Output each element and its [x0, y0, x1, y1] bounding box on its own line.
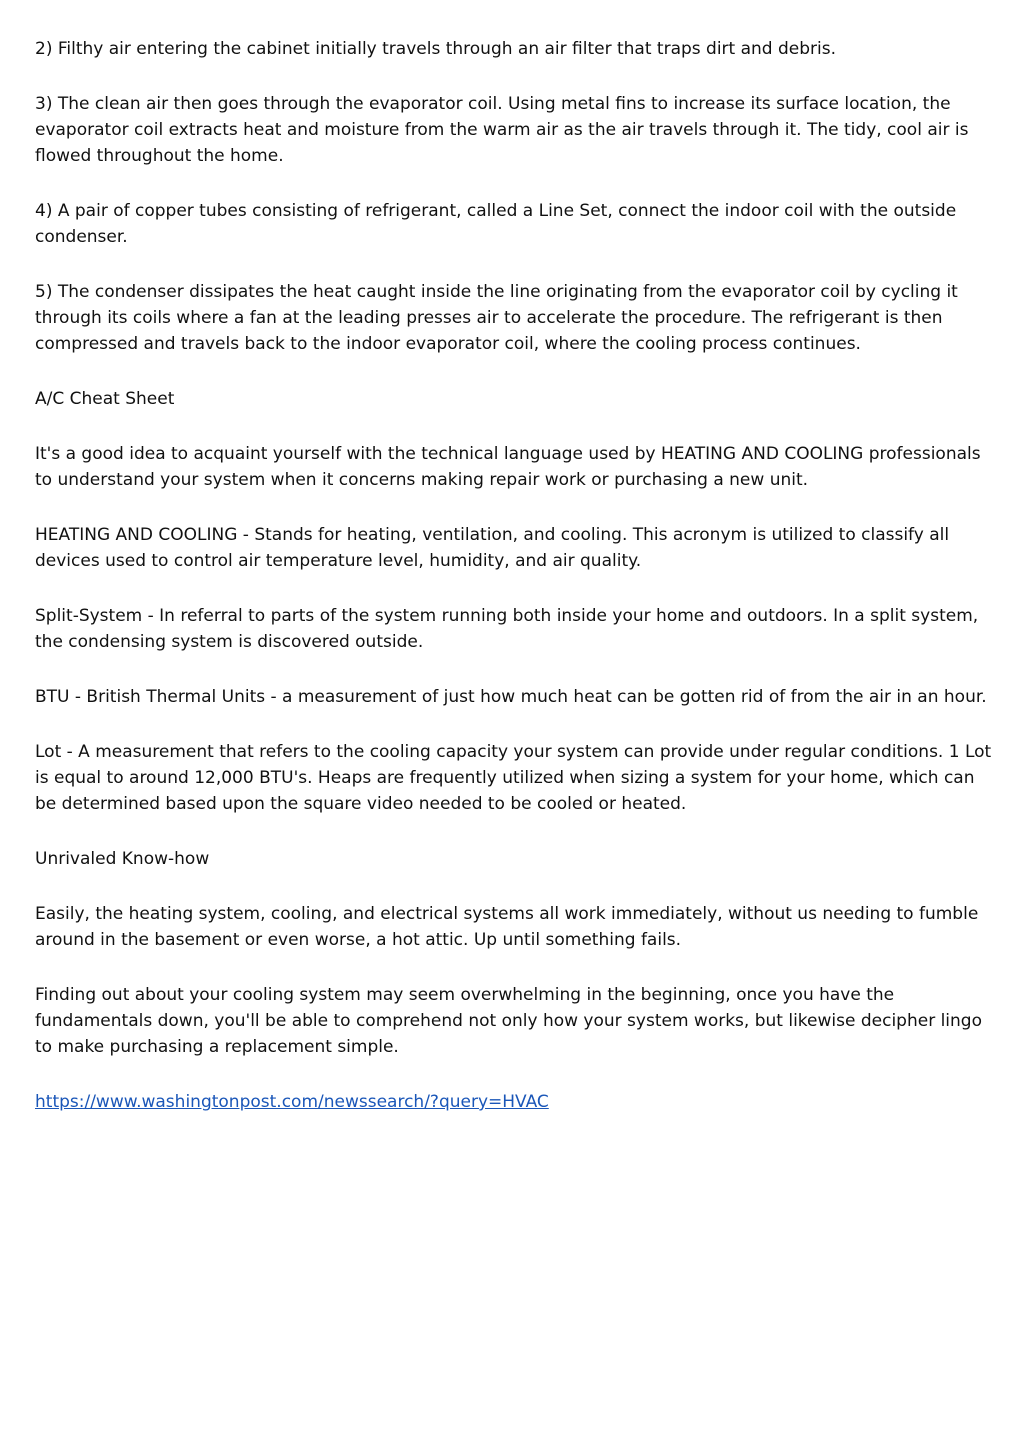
paragraph-conclusion: Finding out about your cooling system may seem overwhelming in the beginning, once you have the fundamentals down, you'll be able to comprehend not only how your system works, but likewise decipher lingo to make purchasing a replacement simple.	[35, 985, 982, 1057]
paragraph-step-4: 4) A pair of copper tubes consisting of refrigerant, called a Line Set, connect the indoor coil with the outside condenser.	[35, 201, 957, 247]
paragraph-step-5: 5) The condenser dissipates the heat caught inside the line originating from the evaporator coil by cycling it through its coils where a fan at the leading presses air to accelerate the procedure. The refrigerant is then compressed and travels back to the indoor evaporator coil, where the cooling process continues.	[35, 282, 958, 354]
paragraph-term-split-system: Split-System - In referral to parts of the system running both inside your home and outdoors. In a split system, the condensing system is discovered outside.	[35, 606, 979, 652]
paragraph-step-2: 2) Filthy air entering the cabinet initially travels through an air filter that traps dirt and debris.	[35, 39, 837, 59]
link-paragraph	[35, 1089, 995, 1115]
source-link[interactable]: https://www.washingtonpost.com/newssearch/?query=HVAC	[35, 1092, 549, 1112]
section-heading-know-how: Unrivaled Know-how	[35, 849, 210, 869]
section-heading-cheat-sheet: A/C Cheat Sheet	[35, 389, 175, 409]
paragraph-intro-terms: It's a good idea to acquaint yourself with the technical language used by HEATING AND COOLING professionals to understand your system when it concerns making repair work or purchasing a new unit.	[35, 444, 981, 490]
document-page	[35, 36, 995, 1144]
paragraph-term-lot: Lot - A measurement that refers to the cooling capacity your system can provide under regular conditions. 1 Lot is equal to around 12,000 BTU's. Heaps are frequently utilized when sizing a system for your home, which can be determined based upon the square video needed to be cooled or heated.	[35, 742, 992, 814]
paragraph-systems-work: Easily, the heating system, cooling, and electrical systems all work immediately, without us needing to fumble around in the basement or even worse, a hot attic. Up until something fails.	[35, 904, 979, 950]
paragraph-term-btu: BTU - British Thermal Units - a measurement of just how much heat can be gotten rid of from the air in an hour.	[35, 687, 987, 707]
paragraph-term-hvac: HEATING AND COOLING - Stands for heating, ventilation, and cooling. This acronym is utilized to classify all devices used to control air temperature level, humidity, and air quality.	[35, 525, 950, 571]
paragraph-step-3: 3) The clean air then goes through the evaporator coil. Using metal fins to increase its surface location, the evaporator coil extracts heat and moisture from the warm air as the air travels through it. The tidy, cool air is flowed throughout the home.	[35, 94, 969, 166]
